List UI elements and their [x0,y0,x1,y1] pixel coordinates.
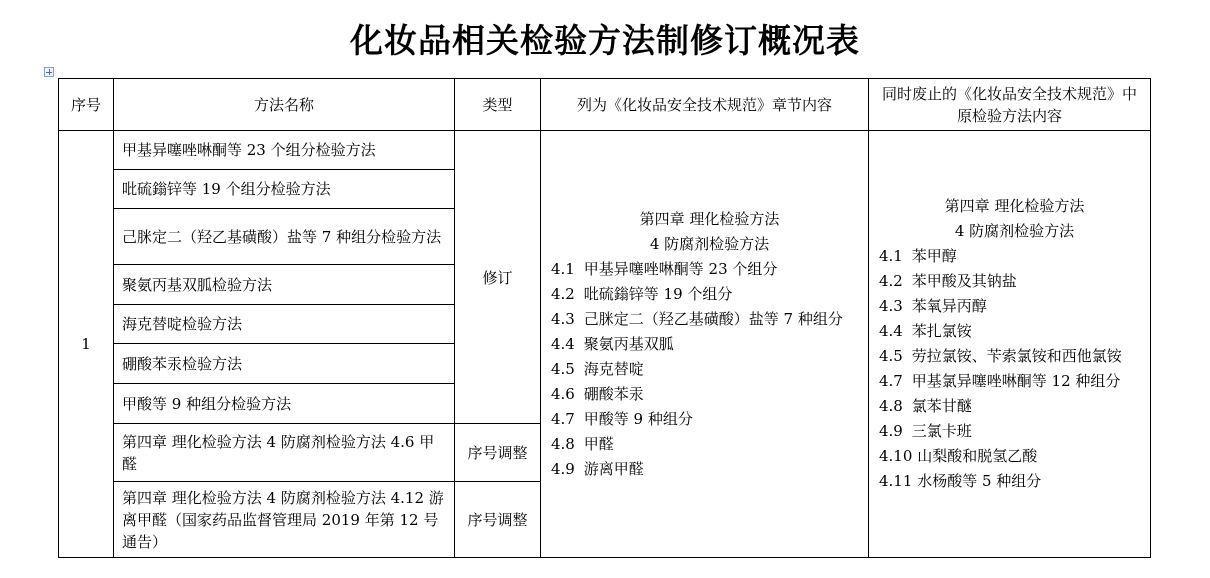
listed-sections [541,131,869,558]
table-move-handle-icon[interactable] [44,67,54,77]
method-name: 硼酸苯汞检验方法 [114,344,455,384]
list-item: 4.8 氯苯甘醚 [879,397,972,415]
listed-chapter: 第四章 理化检验方法 [639,209,780,228]
method-name: 甲基异噻唑啉酮等 23 个组分检验方法 [114,131,455,170]
list-item: 4.7 甲酸等 9 种组分 [551,409,693,428]
list-item: 4.4 聚氨丙基双胍 [551,334,674,353]
header-index: 序号 [59,79,114,131]
list-item: 4.1 苯甲醇 [879,247,957,265]
method-name: 甲酸等 9 种组分检验方法 [114,384,455,424]
list-item: 4.2 吡硫鎓锌等 19 个组分 [551,284,733,303]
table-row [59,131,1151,170]
method-name: 第四章 理化检验方法 4 防腐剂检验方法 4.12 游离甲醛（国家药品监督管理局 2019 年第 12 号通告） [114,482,455,558]
listed-section: 4 防腐剂检验方法 [649,234,770,253]
method-name: 吡硫鎓锌等 19 个组分检验方法 [114,170,455,209]
list-item: 4.6 硼酸苯汞 [551,384,644,403]
abolished-section: 4 防腐剂检验方法 [954,222,1075,240]
row-index: 1 [59,131,114,558]
header-abolished-sections: 同时废止的《化妆品安全技术规范》中原检验方法内容 [869,79,1151,131]
list-item: 4.2 苯甲酸及其钠盐 [879,272,1017,290]
list-item: 4.3 己脒定二（羟乙基磺酸）盐等 7 种组分 [551,309,843,328]
page-title: 化妆品相关检验方法制修订概况表 [350,21,860,60]
header-method-name: 方法名称 [114,79,455,131]
list-item: 4.9 游离甲醛 [551,459,644,478]
method-name: 海克替啶检验方法 [114,305,455,344]
revision-table [58,78,1151,558]
list-item: 4.1 甲基异噻唑啉酮等 23 个组分 [551,259,778,278]
list-item: 4.5 劳拉氯铵、苄索氯铵和西他氯铵 [879,347,1122,365]
abolished-chapter: 第四章 理化检验方法 [944,197,1085,215]
method-name: 己脒定二（羟乙基磺酸）盐等 7 种组分检验方法 [114,209,455,265]
list-item: 4.8 甲醛 [551,434,614,453]
method-name: 第四章 理化检验方法 4 防腐剂检验方法 4.6 甲醛 [114,424,455,482]
list-item: 4.5 海克替啶 [551,359,644,378]
list-item: 4.4 苯扎氯铵 [879,322,972,340]
type-revise: 修订 [455,131,541,424]
list-item: 4.7 甲基氯异噻唑啉酮等 12 种组分 [879,372,1121,390]
header-type: 类型 [455,79,541,131]
type-renumber: 序号调整 [455,424,541,482]
header-row [59,79,1151,131]
method-name: 聚氨丙基双胍检验方法 [114,265,455,305]
list-item: 4.9 三氯卡班 [879,422,972,440]
header-listed-sections: 列为《化妆品安全技术规范》章节内容 [541,79,869,131]
abolished-sections [869,131,1151,558]
type-renumber: 序号调整 [455,482,541,558]
list-item: 4.10 山梨酸和脱氢乙酸 [879,447,1038,465]
list-item: 4.3 苯氧异丙醇 [879,297,987,315]
list-item: 4.11 水杨酸等 5 种组分 [879,472,1042,490]
